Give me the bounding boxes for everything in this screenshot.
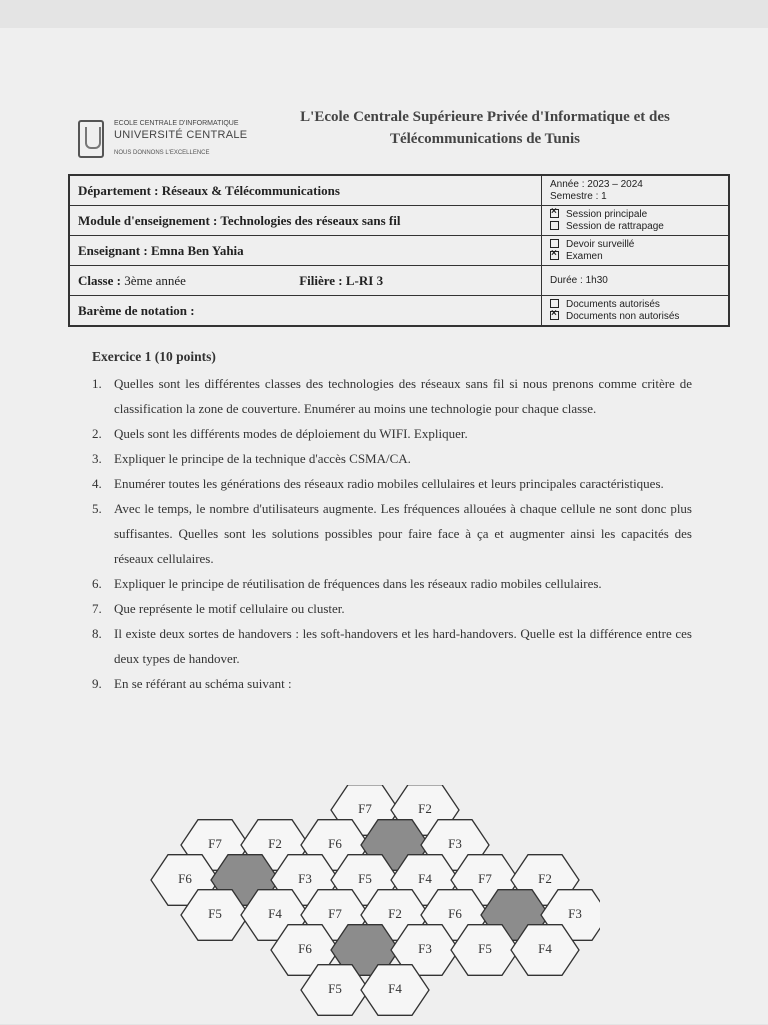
docs-non-autorises-label: Documents non autorisés: [566, 310, 680, 322]
cell-frequency-label: F4: [268, 905, 282, 921]
logo-line-2: UNIVERSITÉ CENTRALE: [114, 129, 248, 141]
question-text: Avec le temps, le nombre d'utilisateurs augmente. Les fréquences allouées à chaque cellule ne sont donc plus suffisantes. Quelles sont les solutions possibles pour faire face à ça et augmenter ainsi les capacités des réseaux cellulaires.: [114, 501, 692, 566]
exam-info-table: [68, 174, 730, 327]
session-rattrapage-checkbox[interactable]: [550, 221, 559, 230]
exercise-title: Exercice 1 (10 points): [92, 349, 216, 364]
devoir-label: Devoir surveillé: [566, 238, 635, 250]
examen-label: Examen: [566, 250, 603, 262]
cell-frequency-label: F7: [208, 835, 222, 851]
question-number: 9.: [92, 676, 102, 691]
question-item: [92, 496, 692, 571]
question-text: Quels sont les différents modes de déploiement du WIFI. Expliquer.: [114, 426, 468, 441]
question-number: 2.: [92, 426, 102, 441]
session-principale-label: Session principale: [566, 208, 648, 220]
cell-frequency-label: F6: [328, 835, 342, 851]
question-item: [92, 671, 692, 696]
exam-page: [0, 28, 768, 1024]
cell-frequency-label: F2: [268, 835, 282, 851]
semester: Semestre : 1: [550, 190, 607, 202]
question-item: [92, 471, 692, 496]
department: Département : Réseaux & Télécommunications: [69, 175, 542, 206]
cell-frequency-label: F3: [448, 835, 462, 851]
module: Module d'enseignement : Technologies des réseaux sans fil: [69, 206, 542, 236]
question-number: 8.: [92, 626, 102, 641]
question-item: [92, 371, 692, 421]
duration: Durée : 1h30: [542, 266, 730, 296]
cell-frequency-label: F6: [298, 940, 312, 956]
cell-frequency-label: F6: [448, 905, 462, 921]
university-logo: [78, 120, 248, 162]
cellular-hexagon-diagram: [140, 785, 600, 1025]
grading-scale: Barème de notation :: [69, 296, 542, 327]
docs-autorises-checkbox[interactable]: [550, 299, 559, 308]
university-emblem-icon: [78, 120, 104, 158]
question-text: Quelles sont les différentes classes des technologies des réseaux sans fil si nous prenons comme critère de classification la zone de couverture. Enumérer au moins une technologie pour chaque classe.: [114, 376, 692, 416]
logo-line-3: NOUS DONNONS L'EXCELLENCE: [114, 150, 210, 156]
cell-frequency-label: F4: [418, 870, 432, 886]
cell-frequency-label: F3: [298, 870, 312, 886]
question-number: 6.: [92, 576, 102, 591]
cell-frequency-label: F7: [358, 800, 372, 816]
cell-frequency-label: F7: [328, 905, 342, 921]
year-semester-cell: [542, 175, 730, 206]
cell-frequency-label: F6: [178, 870, 192, 886]
examen-checkbox[interactable]: [550, 251, 559, 260]
devoir-checkbox[interactable]: [550, 239, 559, 248]
cell-frequency-label: F5: [478, 940, 492, 956]
docs-non-autorises-checkbox[interactable]: [550, 311, 559, 320]
question-text: Enumérer toutes les générations des réseaux radio mobiles cellulaires et leurs principales caractéristiques.: [114, 476, 664, 491]
question-item: [92, 596, 692, 621]
question-item: [92, 446, 692, 471]
session-rattrapage-label: Session de rattrapage: [566, 220, 664, 232]
teacher: Enseignant : Emna Ben Yahia: [69, 236, 542, 266]
session-cell: [542, 206, 730, 236]
exercise-section: [92, 344, 692, 696]
documents-cell: [542, 296, 730, 327]
cell-frequency-label: F5: [208, 905, 222, 921]
cell-frequency-label: F4: [388, 980, 402, 996]
question-text: Que représente le motif cellulaire ou cluster.: [114, 601, 345, 616]
question-number: 4.: [92, 476, 102, 491]
class-label: Classe :: [78, 272, 121, 288]
class-value: 3ème année: [124, 272, 186, 288]
question-list: [92, 371, 692, 696]
cell-frequency-label: F5: [328, 980, 342, 996]
school-name-line-2: Télécommunications de Tunis: [389, 131, 581, 147]
question-text: Il existe deux sortes de handovers : les soft-handovers et les hard-handovers. Quelle est la différence entre ces deux types de handover.: [114, 626, 692, 666]
cell-frequency-label: F7: [478, 870, 492, 886]
question-text: En se référant au schéma suivant :: [114, 676, 292, 691]
question-text: Expliquer le principe de réutilisation de fréquences dans les réseaux radio mobiles cellulaires.: [114, 576, 602, 591]
question-item: [92, 571, 692, 596]
cell-frequency-label: F3: [418, 940, 432, 956]
question-number: 1.: [92, 376, 102, 391]
school-name: [255, 106, 715, 150]
question-number: 7.: [92, 601, 102, 616]
cell-frequency-label: F2: [538, 870, 552, 886]
class-row: [69, 266, 542, 296]
question-item: [92, 421, 692, 446]
academic-year: Année : 2023 – 2024: [550, 178, 643, 190]
question-number: 5.: [92, 501, 102, 516]
cell-frequency-label: F5: [358, 870, 372, 886]
cell-frequency-label: F2: [418, 800, 432, 816]
filiere: Filière : L-RI 3: [299, 272, 384, 288]
question-item: [92, 621, 692, 671]
session-principale-checkbox[interactable]: [550, 209, 559, 218]
cell-frequency-label: F2: [388, 905, 402, 921]
question-number: 3.: [92, 451, 102, 466]
cell-frequency-label: F4: [538, 940, 552, 956]
docs-autorises-label: Documents autorisés: [566, 298, 660, 310]
school-name-line-1: L'Ecole Centrale Supérieure Privée d'Informatique et des: [300, 109, 670, 125]
cell-frequency-label: F3: [568, 905, 582, 921]
question-text: Expliquer le principe de la technique d'accès CSMA/CA.: [114, 451, 411, 466]
logo-line-1: ECOLE CENTRALE D'INFORMATIQUE: [114, 120, 239, 127]
exam-type-cell: [542, 236, 730, 266]
